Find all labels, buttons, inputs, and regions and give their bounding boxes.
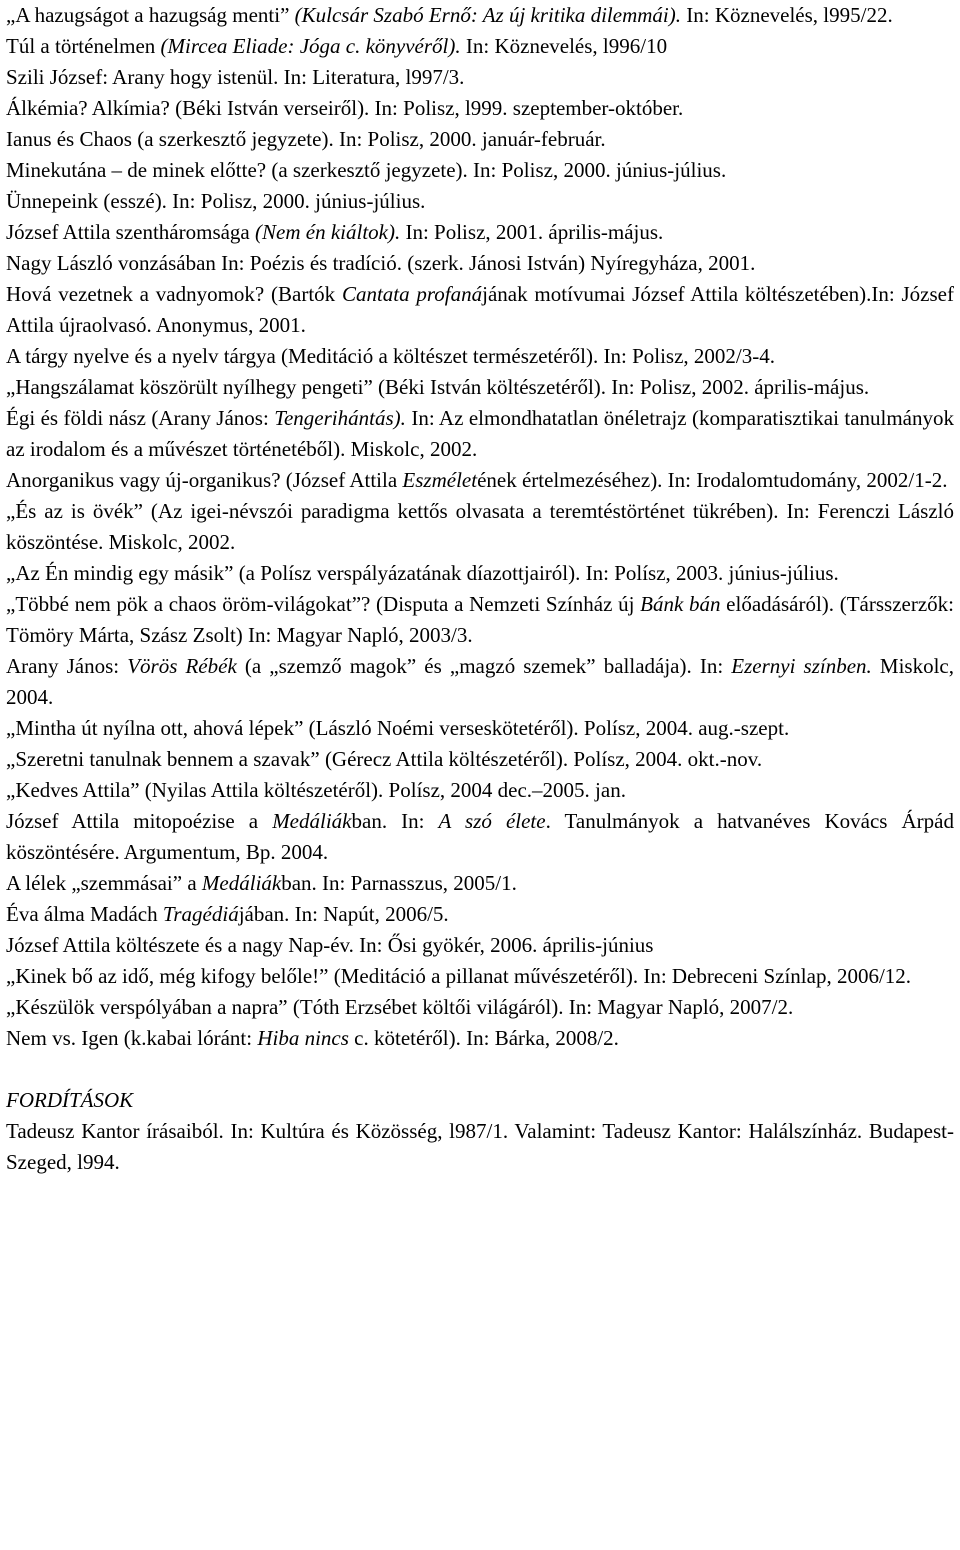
bibliography-entry bbox=[6, 651, 954, 713]
bibliography-entry bbox=[6, 403, 954, 465]
entry-text: A tárgy nyelve és a nyelv tárgya (Meditáció a költészet természetéről). In: Polisz, 2002/3-4. bbox=[6, 344, 775, 368]
publication-list bbox=[6, 0, 954, 1054]
entry-text: Ünnepeink (esszé). In: Polisz, 2000. június-július. bbox=[6, 189, 426, 213]
translation-entry bbox=[6, 1116, 954, 1178]
italic-title: A szó élete bbox=[438, 809, 546, 833]
bibliography-entry bbox=[6, 62, 954, 93]
entry-text: Tadeusz Kantor írásaiból. In: Kultúra és Közösség, l987/1. Valamint: Tadeusz Kantor: Halálszínház. Budapest-Szeged, l994. bbox=[6, 1119, 954, 1174]
entry-text: (a „szemző magok” és „magzó szemek” balladája). In: bbox=[236, 654, 732, 678]
entry-text: jában. In: Napút, 2006/5. bbox=[238, 902, 449, 926]
italic-title: (Kulcsár Szabó Ernő: Az új kritika dilemmái). bbox=[294, 3, 681, 27]
entry-text: „Többé nem pök a chaos öröm-világokat”? (Disputa a Nemzeti Színház új bbox=[6, 592, 641, 616]
entry-text: „Mintha út nyílna ott, ahová lépek” (László Noémi verseskötetéről). Polísz, 2004. aug.-szept. bbox=[6, 716, 790, 740]
entry-text: Miskolc, 2004. bbox=[6, 654, 954, 709]
entry-text: József Attila költészete és a nagy Nap-év. In: Ősi gyökér, 2006. április-június bbox=[6, 933, 654, 957]
entry-text: Minekutána – de minek előtte? (a szerkesztő jegyzete). In: Polisz, 2000. június-július. bbox=[6, 158, 727, 182]
bibliography-entry bbox=[6, 372, 954, 403]
bibliography-entry bbox=[6, 186, 954, 217]
bibliography-entry bbox=[6, 0, 954, 31]
italic-title: Tengerihántás). bbox=[274, 406, 406, 430]
bibliography-document bbox=[6, 0, 954, 1178]
bibliography-entry bbox=[6, 496, 954, 558]
italic-title: Medáliák bbox=[201, 871, 282, 895]
entry-text: In: Köznevelés, l995/22. bbox=[681, 3, 893, 27]
entry-text: „Az Én mindig egy másik” (a Polísz verspályázatának díazottjairól). In: Polísz, 2003. június-július. bbox=[6, 561, 839, 585]
entry-text: Szili József: Arany hogy istenül. In: Literatura, l997/3. bbox=[6, 65, 465, 89]
bibliography-entry bbox=[6, 930, 954, 961]
bibliography-entry bbox=[6, 744, 954, 775]
entry-text: előadásáról). (Társszerzők: Tömöry Márta, Szász Zsolt) In: Magyar Napló, 2003/3. bbox=[6, 592, 955, 647]
entry-text: ban. In: bbox=[351, 809, 439, 833]
entry-text: „Kedves Attila” (Nyilas Attila költészetéről). Polísz, 2004 dec.–2005. jan. bbox=[6, 778, 626, 802]
bibliography-entry bbox=[6, 558, 954, 589]
bibliography-entry bbox=[6, 465, 954, 496]
entry-text: Éva álma Madách bbox=[6, 902, 163, 926]
entry-text: jának motívumai József Attila költészetében).In: József Attila újraolvasó. Anonymus, 2001. bbox=[6, 282, 954, 337]
entry-text: Túl a történelmen bbox=[6, 34, 161, 58]
bibliography-entry bbox=[6, 868, 954, 899]
section-heading: FORDÍTÁSOK bbox=[6, 1088, 134, 1112]
entry-text: József Attila szentháromsága bbox=[6, 220, 256, 244]
entry-text: ének értelmezéséhez). In: Irodalomtudomány, 2002/1-2. bbox=[477, 468, 948, 492]
bibliography-entry bbox=[6, 124, 954, 155]
entry-text: Anorganikus vagy új-organikus? (József Attila bbox=[6, 468, 403, 492]
italic-title: Medáliák bbox=[272, 809, 352, 833]
entry-text: „Szeretni tanulnak bennem a szavak” (Gérecz Attila költészetéről). Polísz, 2004. okt.-nov. bbox=[6, 747, 763, 771]
section-gap bbox=[6, 1054, 954, 1085]
entry-text: Nagy László vonzásában In: Poézis és tradíció. (szerk. Jánosi István) Nyíregyháza, 2001. bbox=[6, 251, 756, 275]
bibliography-entry bbox=[6, 961, 954, 992]
entry-text: „Hangszálamat köszörült nyílhegy pengeti” (Béki István költészetéről). In: Polisz, 2002. április-május. bbox=[6, 375, 870, 399]
bibliography-entry bbox=[6, 341, 954, 372]
bibliography-entry bbox=[6, 589, 954, 651]
bibliography-entry bbox=[6, 899, 954, 930]
entry-text: . Tanulmányok a hatvanéves Kovács Árpád köszöntésére. Argumentum, Bp. 2004. bbox=[6, 809, 954, 864]
italic-title: Tragédiá bbox=[162, 902, 239, 926]
italic-title: (Mircea Eliade: Jóga c. könyvéről). bbox=[160, 34, 461, 58]
entry-text: Hová vezetnek a vadnyomok? (Bartók bbox=[6, 282, 342, 306]
entry-text: Ianus és Chaos (a szerkesztő jegyzete). In: Polisz, 2000. január-február. bbox=[6, 127, 606, 151]
bibliography-entry bbox=[6, 806, 954, 868]
bibliography-entry bbox=[6, 217, 954, 248]
bibliography-entry bbox=[6, 155, 954, 186]
bibliography-entry bbox=[6, 713, 954, 744]
entry-text: In: Köznevelés, l996/10 bbox=[460, 34, 668, 58]
italic-title: Vörös Rébék bbox=[127, 654, 237, 678]
entry-text: „A hazugságot a hazugság menti” bbox=[6, 3, 295, 27]
italic-title: Hiba nincs bbox=[257, 1026, 349, 1050]
bibliography-entry bbox=[6, 248, 954, 279]
entry-text: A lélek „szemmásai” a bbox=[6, 871, 202, 895]
italic-title: Eszmélet bbox=[402, 468, 478, 492]
entry-text: Arany János: bbox=[6, 654, 128, 678]
bibliography-entry bbox=[6, 93, 954, 124]
entry-text: c. kötetéről). In: Bárka, 2008/2. bbox=[348, 1026, 619, 1050]
bibliography-entry bbox=[6, 992, 954, 1023]
bibliography-entry bbox=[6, 279, 954, 341]
entry-text: Nem vs. Igen (k.kabai lóránt: bbox=[6, 1026, 258, 1050]
entry-text: In: Polisz, 2001. április-május. bbox=[400, 220, 664, 244]
entry-text: József Attila mitopoézise a bbox=[6, 809, 273, 833]
entry-text: ban. In: Parnasszus, 2005/1. bbox=[281, 871, 517, 895]
bibliography-entry bbox=[6, 31, 954, 62]
bibliography-entry bbox=[6, 1023, 954, 1054]
entry-text: „Kinek bő az idő, még kifogy belőle!” (Meditáció a pillanat művészetéről). In: Debreceni Színlap, 2006/12. bbox=[6, 964, 912, 988]
entry-text: Égi és földi nász (Arany János: bbox=[6, 406, 275, 430]
entry-text: „És az is övék” (Az igei-névszói paradigma kettős olvasata a teremtéstörténet tükrében). In: Ferenczi László köszöntése. Miskolc, 2002. bbox=[6, 499, 954, 554]
italic-title: Bánk bán bbox=[640, 592, 721, 616]
entry-text: „Készülök verspólyában a napra” (Tóth Erzsébet költői világáról). In: Magyar Napló, 2007/2. bbox=[6, 995, 794, 1019]
translation-list bbox=[6, 1116, 954, 1178]
italic-title: (Nem én kiáltok). bbox=[255, 220, 401, 244]
italic-title: Cantata profaná bbox=[341, 282, 483, 306]
bibliography-entry bbox=[6, 775, 954, 806]
entry-text: Álkémia? Alkímia? (Béki István verseiről). In: Polisz, l999. szeptember-október. bbox=[6, 96, 684, 120]
italic-title: Ezernyi színben. bbox=[731, 654, 872, 678]
entry-text: In: Az elmondhatatlan önéletrajz (komparatisztikai tanulmányok az irodalom és a művészet történetéből). Miskolc, 2002. bbox=[6, 406, 954, 461]
